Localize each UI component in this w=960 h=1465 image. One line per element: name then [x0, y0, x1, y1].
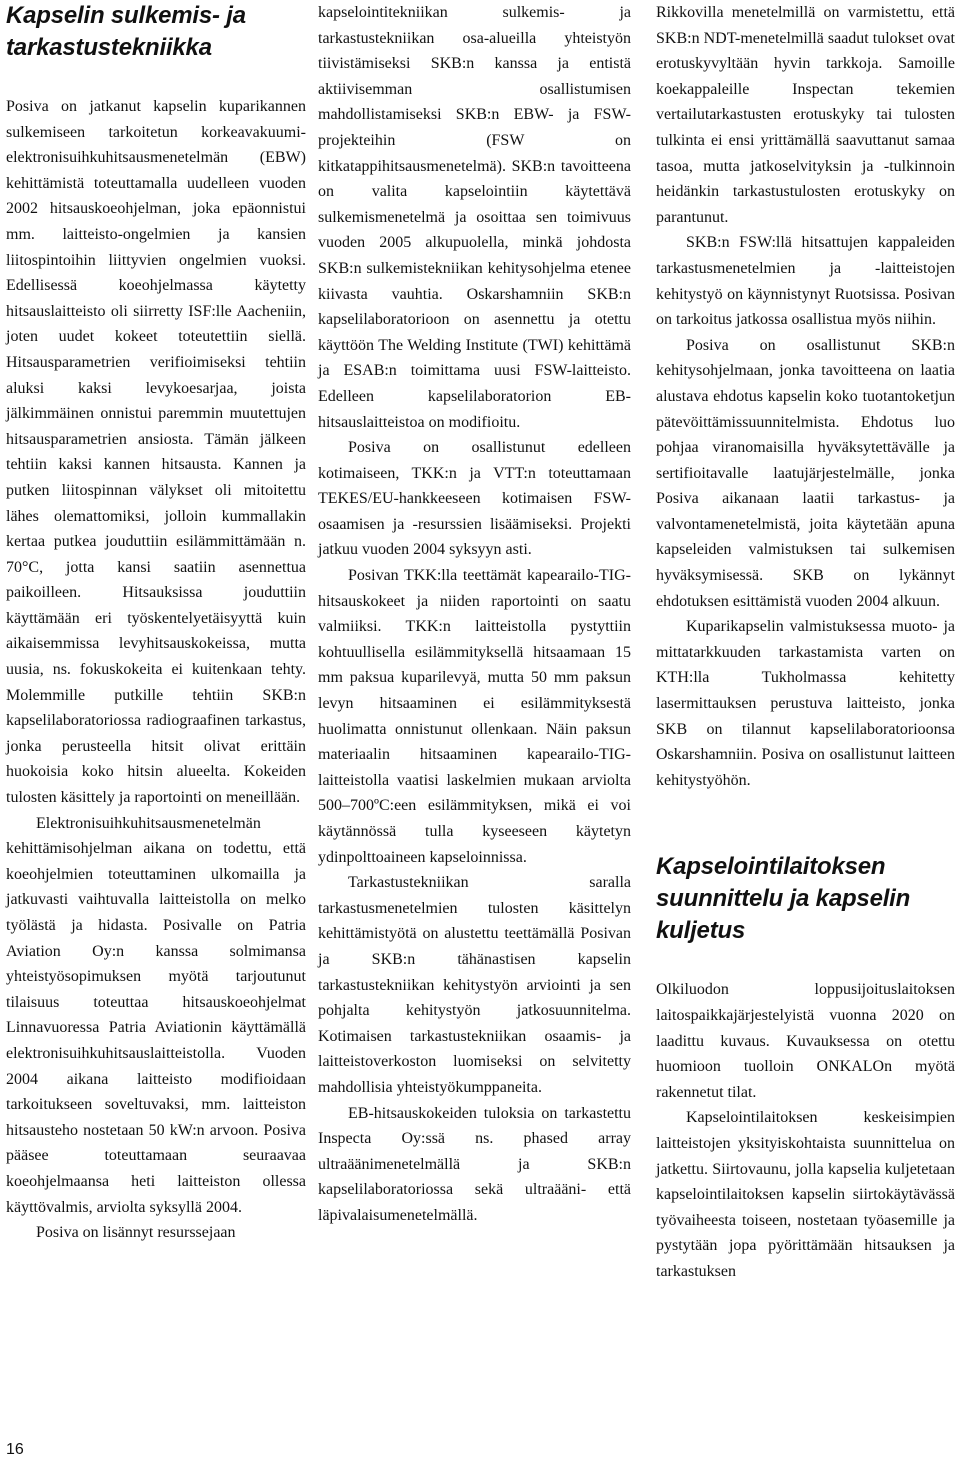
page-number: 16: [6, 1441, 24, 1458]
column-right: [656, 0, 955, 1285]
paragraph: Posiva on jatkanut kapselin kuparikannen sulkemiseen tarkoitetun korkeavakuumi-elektronisuihkuhitsausmenetelmän (EBW) kehittämistä toteuttamalla uudelleen vuoden 2002 hitsauskoeohjelman, joka epäonnistui mm. laitteisto-ongelmien ja kansien liitospintoihin liittyvien ongelmien vuoksi. Edellisessä koeohjelmassa käytetty hitsauslaitteisto oli siirretty ISF:lle Aacheniin, joten uudet kokeet toteutettiin siellä. Hitsausparametrien verifioimiseksi tehtiin aluksi kaksi levykoesarjaa, joista jälkimmäinen onnistui paremmin muutettujen hitsausparametrien ansiosta. Tämän jälkeen tehtiin kaksi kannen hitsausta. Kannen ja putken liitospinnan välykset oli mitoitettu lähes olemattomiksi, jolloin kummallakin kertaa putkea jouduttiin esilämmittämään n. 70°C, jotta kansi saatiin asennettua paikoilleen. Hitsauksissa jouduttiin käyttämään eri työskentelyetäisyyttä kuin aikaisemmissa levyhitsauskokeissa, mutta uusia, ns. fokuskokeita ei kuitenkaan tehty. Molemmille putkille tehtiin SKB:n kapselilaboratoriossa radiograafinen tarkastus, jonka perusteella hitsit olivat erittäin huokoisia koko hitsin alueelta. Kokeiden tulosten käsittely ja raportointi on meneillään.: [6, 98, 306, 807]
section-title-encapsulation-plant: Kapselointilaitoksen suunnittelu ja kapselin kuljetus: [656, 853, 911, 945]
paragraph: Posiva on lisännyt resurssejaan: [36, 1224, 236, 1242]
paragraph: Kuparikapselin valmistuksessa muoto- ja mittatarkkuuden tarkastamista varten on KTH:lla Tukholmassa kehitetty lasermittauksen perustuva laitteisto, jonka SKB on tilannut kapselilaboratorioonsa Oskarshamniin. Posiva on osallistunut laitteen kehitystyöhön.: [656, 618, 955, 789]
paragraph: Posiva on osallistunut edelleen kotimaiseen, TKK:n ja VTT:n toteuttamaan TEKES/EU-hankkeeseen kotimaisen FSW-osaamisen ja -resurssien lisäämiseksi. Projekti jatkuu vuoden 2004 syksyyn asti.: [318, 439, 631, 559]
section-title-sealing-inspection: Kapselin sulkemis- ja tarkastustekniikka: [6, 2, 246, 61]
paragraph: Posivan TKK:lla teettämät kapearailo-TIG-hitsauskokeet ja niiden raportointi on saatu valmiiksi. TKK:n laitteistolla pystyttiin kohtuullisella esilämmityksellä hitsaamaan 15 mm paksua kuparilevyä, mutta 50 mm paksun levyn hitsaaminen ei esilämmityksestä huolimatta onnistunut ollenkaan. Näin paksun materiaalin hitsaaminen kapearailo-TIG-laitteistolla vaatisi laskelmien mukaan arviolta 500–700ºC:een esilämmityksen, mikä ei voi käytännössä tulla kyseeseen käytetyn ydinpolttoaineen kapseloinnissa.: [318, 567, 631, 866]
paragraph: Olkiluodon loppusijoituslaitoksen laitospaikkajärjestelyistä vuonna 2020 on laadittu kuvaus. Kuvauksessa on otettu huomioon tuolloin ONKALOn myötä rakennetut tilat.: [656, 981, 955, 1101]
column-left: [6, 0, 306, 1246]
paragraph: kapselointitekniikan sulkemis- ja tarkastustekniikan osa-alueilla yhteistyön tiivistämiseksi SKB:n kanssa ja entistä aktiivisemman osallistumisen mahdollistamiseksi SKB:n EBW- ja FSW-projekteihin (FSW on kitkatappihitsausmenetelmä). SKB:n tavoitteena on valita kapselointiin käytettävä sulkemismenetelmä ja osoittaa sen toimivuus vuoden 2005 alkupuolella, minkä johdosta SKB:n sulkemistekniikan kehitysohjelma etenee kiivasta vauhtia. Oskarshamniin SKB:n kapselilaboratorioon on asennettu ja otettu käyttöön The Welding Institute (TWI) kehittämä ja ESAB:n toimittama uusi FSW-laitteisto. Edelleen kapselilaboratorion EB-hitsauslaitteistoa on modifioitu.: [318, 4, 631, 431]
column-middle: [318, 0, 631, 1229]
paragraph: EB-hitsauskokeiden tuloksia on tarkastettu Inspecta Oy:ssä ns. phased array ultraäänimenetelmällä ja SKB:n kapselilaboratoriossa sekä ultraääni- että läpivalaisumenetelmällä.: [318, 1104, 631, 1224]
paragraph: Kapselointilaitoksen keskeisimpien laitteistojen yksityiskohtaista suunnittelua on jatkettu. Siirtovaunu, jolla kapselia kuljetetaan kapselointilaitoksen kapselin siirtokäytävässä työvaiheesta toiseen, nostetaan työasemille ja pystytään jopa pyörittämään hitsauksen ja tarkastuksen: [656, 1109, 955, 1280]
paragraph: Elektronisuihkuhitsausmenetelmän kehittämisohjelman aikana on todettu, että koeohjelmien toteuttaminen ulkomailla ja jatkuvasti vaihtuvalla laitteistolla on melko työlästä ja hidasta. Posivalle on Patria Aviation Oy:n kanssa solmimansa yhteistyösopimuksen myötä tarjoutunut tilaisuus toteuttaa hitsauskoeohjelmat Linnavuoressa Patria Aviationin käyttämällä elektronisuihkuhitsauslaitteistolla. Vuoden 2004 aikana laitteisto modifioidaan tarkoitukseen soveltuvaksi, mm. laitteiston hitsausteho nostetaan 50 kW:n arvoon. Posiva pääsee toteuttamaan seuraavaa koeohjelmaansa heti laitteiston ollessa käyttövalmis, arviolta syksyllä 2004.: [6, 814, 306, 1216]
paragraph: Posiva on osallistunut SKB:n kehitysohjelmaan, jonka tavoitteena on laatia alustava ehdotus kapselin koko tuotantoketjun pätevöittämissuunnitelmista. Ehdotus luo pohjaa viranomaisilla hyväksytettävälle ja sertifioitavalle laatujärjestelmälle, jonka Posiva aikanaan laatii tarkastus- ja valvontamenetelmistä, joita käytetään apuna kapseleiden valmistuksen tai sulkemisen hyväksymisessä. SKB on lykännyt ehdotuksen esittämistä vuoden 2004 alkuun.: [656, 336, 955, 610]
paragraph: SKB:n FSW:llä hitsattujen kappaleiden tarkastusmenetelmien ja -laitteistojen kehitystyö on käynnistynyt Ruotsissa. Posivan on tarkoitus jatkossa osallistua myös niihin.: [656, 234, 955, 329]
paragraph: Rikkovilla menetelmillä on varmistettu, että SKB:n NDT-menetelmillä saadut tulokset ovat erotuskyvyltään hyvin tarkkoja. Samoille koekappaleille Inspectan tekemien vertailutarkastusten erotuskyky tai tulosten tulkinta ei ensi yrittämällä saavuttanut samaa tasoa, mutta jatkoselvityksin ja -tulkinnoin heidänkin tarkastustulosten erotuskyky on parantunut.: [656, 4, 955, 226]
paragraph: Tarkastustekniikan saralla tarkastusmenetelmien tulosten käsittelyn kehittämistyötä on alustettu teettämällä Posivan ja SKB:n tähänastisen kapselin tarkastustekniikan kehitystyön arviointi ja sen pohjalta kehitystyön jatkosuunnitelma. Kotimaisen tarkastustekniikan osaamis- ja laitteistoverkoston luomiseksi on selvitetty mahdollisia yhteistyökumppaneita.: [318, 874, 631, 1096]
